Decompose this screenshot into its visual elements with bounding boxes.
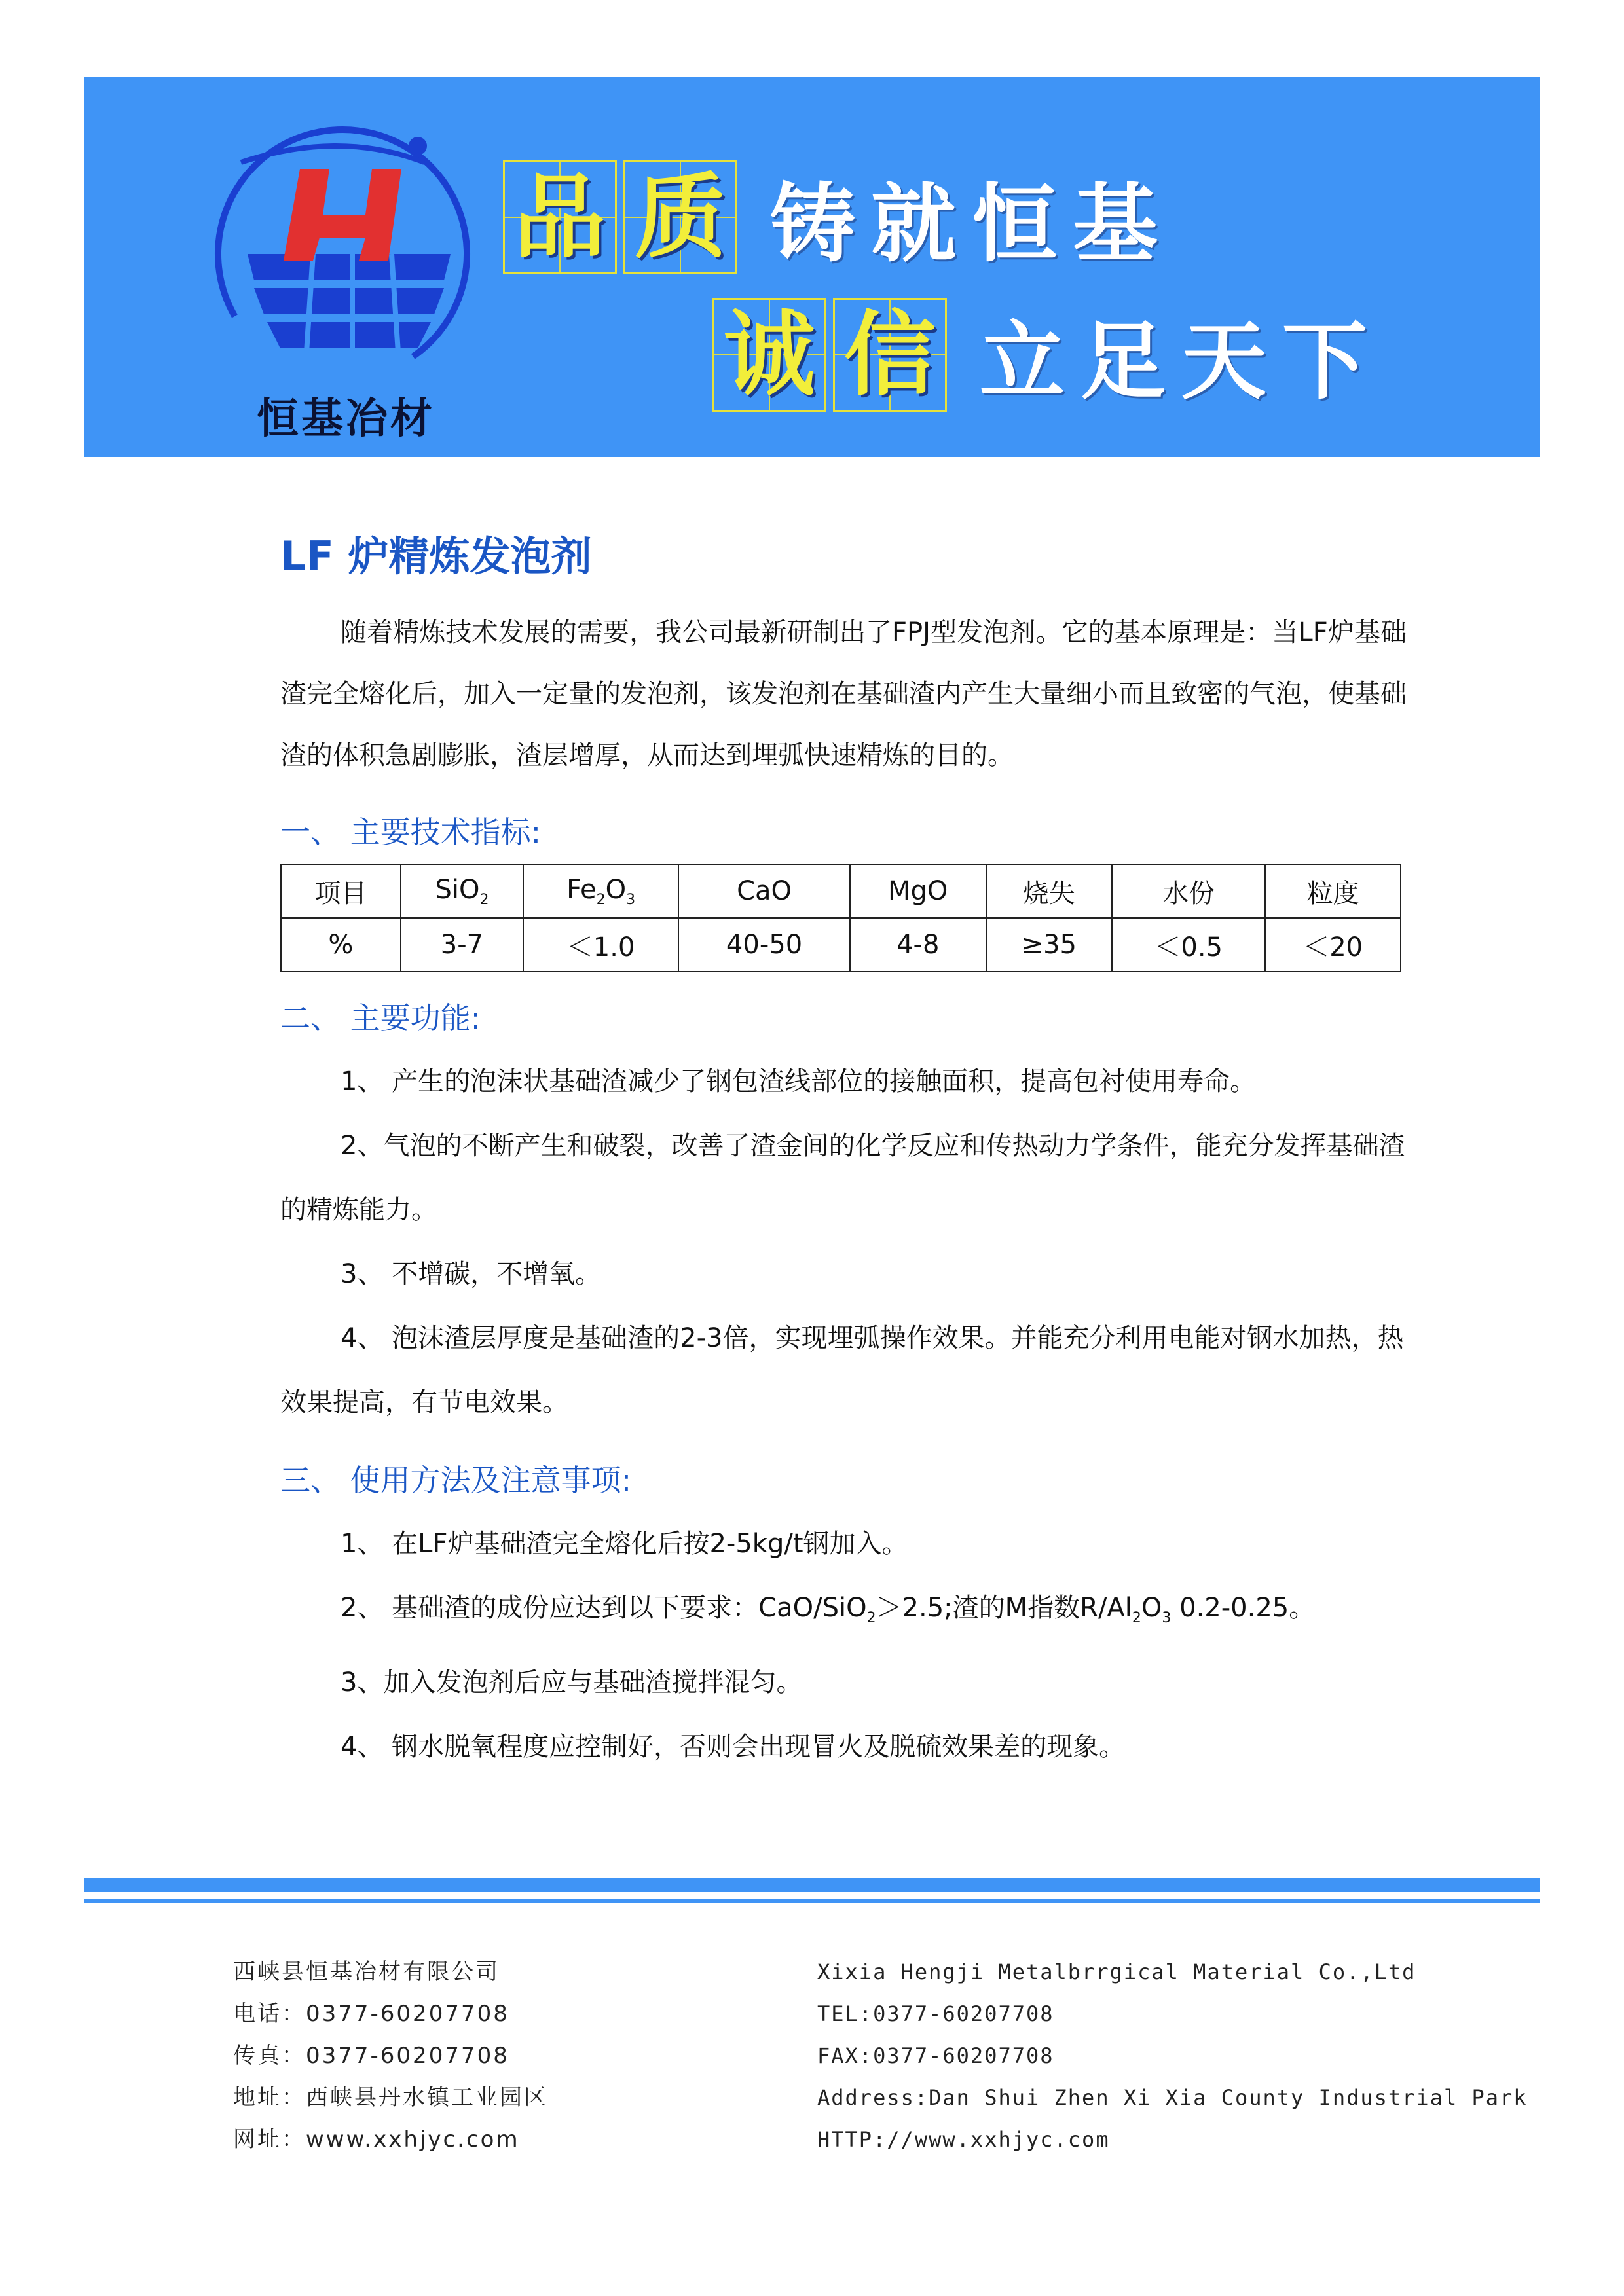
header-banner	[84, 77, 1540, 457]
table-cell: ＜1.0	[523, 918, 678, 972]
company-logo	[202, 117, 490, 443]
table-cell: 烧失	[986, 864, 1112, 918]
intro-paragraph: 随着精炼技术发展的需要，我公司最新研制出了FPJ型发泡剂。它的基本原理是：当LF炉基础渣完全熔化后，加入一定量的发泡剂，该发泡剂在基础渣内产生大量细小而且致密的气泡，使基础渣的体积急剧膨胀，渣层增厚，从而达到埋弧快速精炼的目的。	[280, 617, 1407, 771]
document-body	[280, 524, 1407, 1779]
table-row	[281, 918, 1401, 972]
table-cell: 40-50	[678, 918, 850, 972]
logo-emblem-icon	[202, 117, 490, 385]
footer-contact-cn	[233, 1951, 548, 2160]
table-row	[281, 864, 1401, 918]
company-name: Xixia Hengji Metalbrrgical Material Co.,Ltd	[817, 1959, 1416, 1984]
table-cell: ＜0.5	[1112, 918, 1265, 972]
table-cell: 水份	[1112, 864, 1265, 918]
list-item: 3、 不增碳，不增氧。	[341, 1259, 602, 1289]
company-name: 西峡县恒基冶材有限公司	[233, 1959, 500, 1985]
document-title: LF 炉精炼发泡剂	[280, 532, 592, 580]
list-item: 4、 泡沫渣层厚度是基础渣的2-3倍，实现埋弧操作效果。并能充分利用电能对钢水加热，热效果提高，有节电效果。	[280, 1323, 1404, 1417]
table-cell: CaO	[678, 864, 850, 918]
slogan-box: 诚	[712, 298, 826, 412]
table-cell: 4-8	[850, 918, 986, 972]
table-cell: ≥35	[986, 918, 1112, 972]
fax: FAX:0377-60207708	[817, 2043, 1054, 2068]
table-cell: ＜20	[1265, 918, 1401, 972]
table-cell: SiO$_2$	[401, 864, 523, 918]
footer-divider	[84, 1878, 1540, 1892]
fax: 传真：0377-60207708	[233, 2043, 509, 2069]
footer-contact-en	[817, 1951, 1528, 2160]
slogan-text: 铸就恒基	[770, 173, 1174, 274]
slogan-box: 信	[833, 298, 947, 412]
table-cell: MgO	[850, 864, 986, 918]
spec-table	[280, 864, 1401, 972]
table-cell: 3-7	[401, 918, 523, 972]
phone: TEL:0377-60207708	[817, 2001, 1054, 2026]
slogan-line-2	[712, 293, 1383, 416]
footer-divider	[84, 1899, 1540, 1903]
website: HTTP://www.xxhjyc.com	[817, 2127, 1110, 2152]
table-cell: 粒度	[1265, 864, 1401, 918]
slogan-box: 质	[623, 160, 737, 274]
address: Address:Dan Shui Zhen Xi Xia County Industrial Park	[817, 2085, 1528, 2110]
list-item: 2、 基础渣的成份应达到以下要求：CaO/SiO$_2$＞2.5;渣的M指数$R/Al_2O_3$ 0.2-0.25。	[341, 1593, 1316, 1626]
website: 网址：www.xxhjyc.com	[233, 2126, 520, 2153]
phone: 电话：0377-60207708	[233, 2001, 509, 2027]
logo-text: 恒基冶材	[257, 395, 435, 443]
list-item: 1、 在LF炉基础渣完全熔化后按2-5kg/t钢加入。	[341, 1529, 908, 1559]
section-heading-specs: 一、 主要技术指标:	[280, 814, 542, 850]
slogan-line-1	[503, 156, 1173, 278]
section-heading-functions: 二、 主要功能:	[280, 1000, 481, 1036]
section-heading-usage: 三、 使用方法及注意事项:	[280, 1463, 632, 1498]
list-item: 4、 钢水脱氧程度应控制好，否则会出现冒火及脱硫效果差的现象。	[341, 1732, 1126, 1762]
list-item: 1、 产生的泡沫状基础渣减少了钢包渣线部位的接触面积，提高包衬使用寿命。	[341, 1066, 1257, 1097]
table-cell: %	[281, 918, 401, 972]
slogan-text: 立足天下	[980, 311, 1384, 411]
table-cell: 项目	[281, 864, 401, 918]
address: 地址：西峡县丹水镇工业园区	[233, 2085, 548, 2111]
slogan-box: 品	[503, 160, 617, 274]
list-item: 2、气泡的不断产生和破裂，改善了渣金间的化学反应和传热动力学条件，能充分发挥基础渣的精炼能力。	[280, 1131, 1405, 1225]
list-item: 3、加入发泡剂后应与基础渣搅拌混匀。	[341, 1667, 803, 1698]
table-cell: $Fe_2O_3$	[523, 864, 678, 918]
